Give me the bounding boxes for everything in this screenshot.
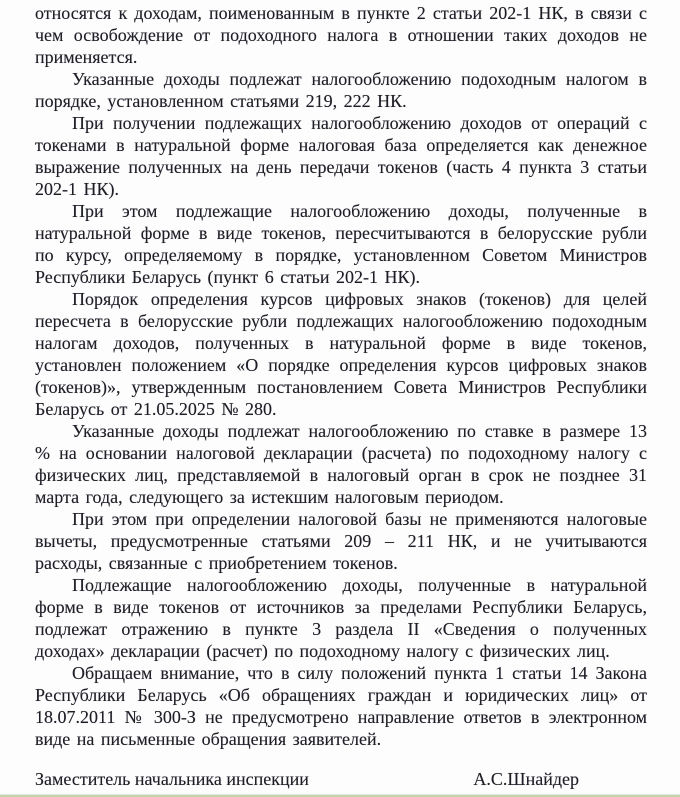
- paragraph: При этом при определении налоговой базы не применяются налоговые вычеты, предусмотренные статьями 209 – 211 НК, и не учитываются расходы, связанные с приобретением токенов.: [35, 509, 647, 573]
- paragraph: Указанные доходы подлежат налогообложению подоходным налогом в порядке, установленном статьями 219, 222 НК.: [35, 69, 647, 111]
- paragraph: При получении подлежащих налогообложению доходов от операций с токенами в натуральной форме налоговая база определяется как денежное выражение полученных на день передачи токенов (часть 4 пункта 3 статьи 202-1 НК).: [35, 113, 647, 199]
- paragraph: Порядок определения курсов цифровых знаков (токенов) для целей пересчета в белорусские рубли подлежащих налогообложению подоходным налогам доходов, полученных в натуральной форме в виде токенов, установлен положением «О порядке определения курсов цифровых знаков (токенов)», утвержденным постановлением Совета Министров Республики Беларусь от 21.05.2025 № 280.: [35, 289, 647, 419]
- signature-title: Заместитель начальника инспекции: [35, 769, 309, 789]
- signature-row: [35, 768, 645, 790]
- paragraph: Обращаем внимание, что в силу положений пункта 1 статьи 14 Закона Республики Беларусь «Об обращениях граждан и юридических лиц» от 18.07.2011 № 300-З не предусмотрено направление ответов в электронном виде на письменные обращения заявителей.: [35, 663, 647, 749]
- paragraph: При этом подлежащие налогообложению доходы, полученные в натуральной форме в виде токенов, пересчитываются в белорусские рубли по курсу, определяемому в порядке, установленном Советом Министров Республики Беларусь (пункт 6 статьи 202-1 НК).: [35, 201, 647, 287]
- paragraph-continuation: относятся к доходам, поименованным в пункте 2 статьи 202-1 НК, в связи с чем освобождение от подоходного налога в отношении таких доходов не применяется.: [35, 3, 647, 67]
- letter-body: [35, 2, 647, 750]
- signature-name: А.С.Шнайдер: [473, 769, 579, 789]
- paragraph: Подлежащие налогообложению доходы, полученные в натуральной форме в виде токенов от источников за пределами Республики Беларусь, подлежат отражению в пункте 3 раздела II «Сведения о полученных доходах» декларации (расчет) по подоходному налогу с физических лиц.: [35, 575, 647, 661]
- paragraph: Указанные доходы подлежат налогообложению по ставке в размере 13 % на основании налоговой декларации (расчета) по подоходному налогу с физических лиц, представляемой в налоговый орган в срок не позднее 31 марта года, следующего за истекшим налоговым периодом.: [35, 421, 647, 507]
